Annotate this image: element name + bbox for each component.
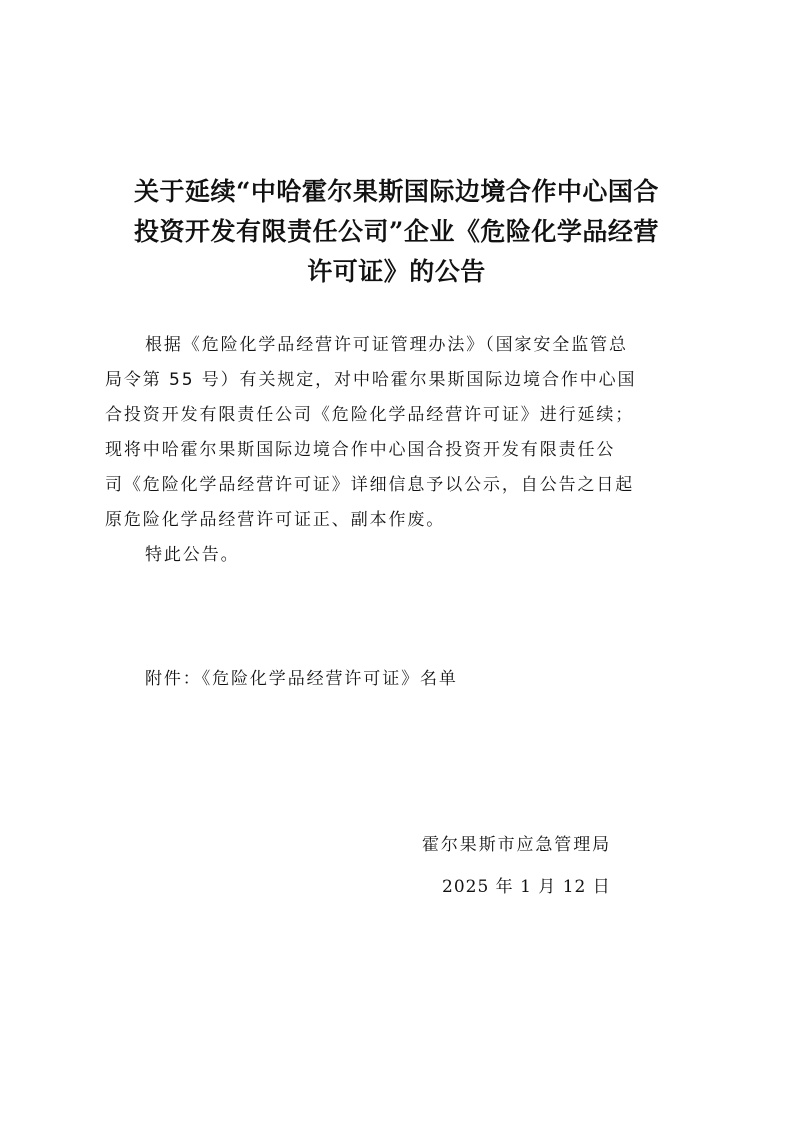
title-line-2: 投资开发有限责任公司”企业《危险化学品经营: [134, 217, 659, 246]
document-body: [105, 328, 693, 573]
attachment-note: 附件：《危险化学品经营许可证》名单: [145, 669, 458, 689]
document-title: [88, 172, 705, 292]
body-line-2: 局令第 55 号）有关规定，对中哈霍尔果斯国际边境合作中心国: [105, 370, 637, 390]
title-line-1: 关于延续“中哈霍尔果斯国际边境合作中心国合: [134, 177, 659, 206]
body-line-4: 现将中哈霍尔果斯国际边境合作中心国合投资开发有限责任公: [105, 440, 616, 460]
title-line-3: 许可证》的公告: [307, 257, 486, 286]
body-line-1: 根据《危险化学品经营许可证管理办法》（国家安全监管总: [145, 335, 628, 355]
body-line-6: 原危险化学品经营许可证正、副本作废。: [105, 510, 446, 530]
issue-date: 2025 年 1 月 12 日: [442, 877, 611, 897]
body-line-3: 合投资开发有限责任公司《危险化学品经营许可证》进行延续；: [105, 405, 635, 425]
issuing-organization: 霍尔果斯市应急管理局: [422, 835, 611, 855]
body-line-5: 司《危险化学品经营许可证》详细信息予以公示，自公告之日起: [105, 475, 635, 495]
closing-line: 特此公告。: [145, 545, 240, 565]
